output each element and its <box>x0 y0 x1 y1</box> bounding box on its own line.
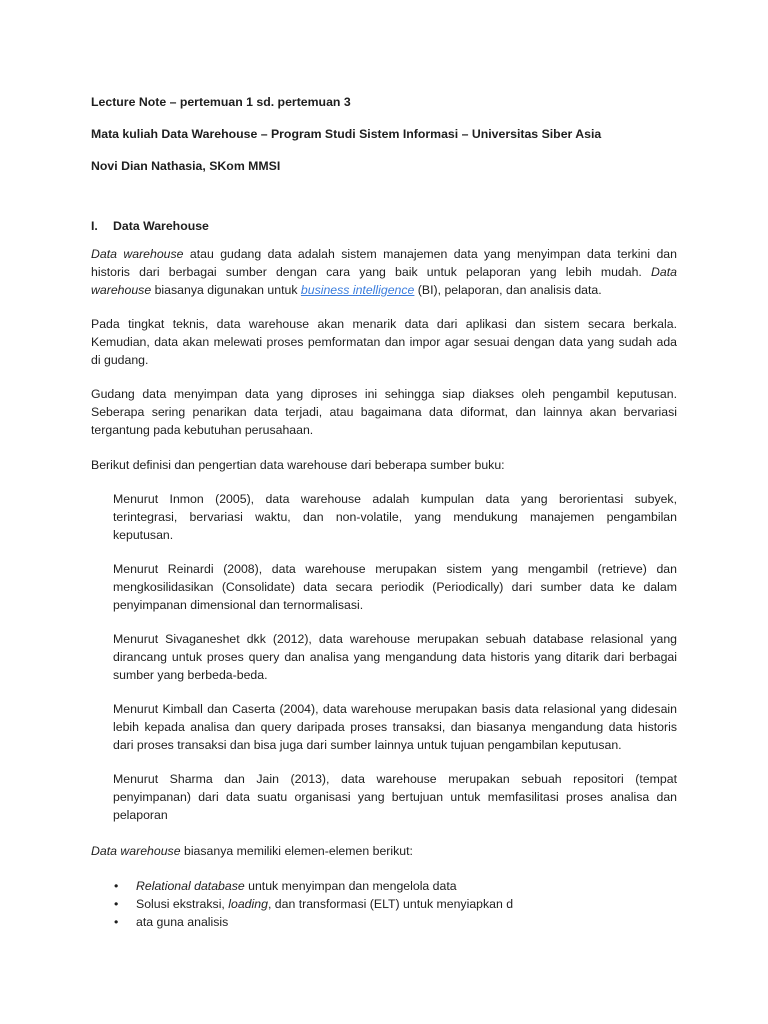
course-info: Mata kuliah Data Warehouse – Program Studi Sistem Informasi – Universitas Siber Asia <box>91 127 602 141</box>
lecture-title: Lecture Note – pertemuan 1 sd. pertemuan 3 <box>91 95 351 109</box>
definition-sivaganeshet <box>113 630 677 684</box>
paragraph-line <box>91 263 677 281</box>
paragraph-line: lebih kepada analisa dan query daripada proses transaksi, dan biasanya mengandung data historis <box>113 720 677 734</box>
text-segment: ata guna analisis <box>136 915 229 929</box>
paragraph-line: sumber yang berbeda-beda. <box>113 668 268 682</box>
emphasis-term: Data warehouse <box>91 844 181 858</box>
bullet-marker: • <box>114 915 119 929</box>
paragraph-line: Menurut Inmon (2005), data warehouse adalah kumpulan data yang berorientasi subyek, <box>113 492 677 506</box>
section-number: I. <box>91 219 98 233</box>
author-name: Novi Dian Nathasia, SKom MMSI <box>91 159 281 173</box>
text-segment: biasanya memiliki elemen-elemen berikut: <box>180 844 413 858</box>
definition-sharma-jain <box>113 770 677 824</box>
definitions-lead <box>91 456 677 474</box>
paragraph-line: tergantung pada kebutuhan perusahaan. <box>91 423 314 437</box>
business-intelligence-link[interactable]: business intelligence <box>300 283 415 297</box>
storage-paragraph <box>91 385 677 439</box>
paragraph-line: keputusan. <box>113 528 174 542</box>
text-segment: historis dari berbagai sumber dengan cara yang baik untuk pelaporan yang lebih mudah. <box>91 265 652 279</box>
list-item <box>91 913 677 931</box>
paragraph-line: terintegrasi, bervariasi waktu, dan non-volatile, yang mendukung manajemen pengambilan <box>113 510 677 524</box>
definition-kimball-caserta <box>113 700 677 754</box>
paragraph-line: Berikut definisi dan pengertian data warehouse dari beberapa sumber buku: <box>91 458 505 472</box>
bullet-marker: • <box>114 897 119 911</box>
paragraph-line: mengkosilidasikan (Consolidate) data secara periodik (Periodically) dari sumber data ke dalam <box>113 580 677 594</box>
elements-list <box>91 877 677 931</box>
paragraph-line: dari proses transaksi dan bisa juga dari sumber lainnya untuk tujuan pengambilan keputusan. <box>113 738 622 752</box>
paragraph-line: Kemudian, data akan melewati proses pemformatan dan impor agar sesuai dengan data yang sudah ada <box>91 335 677 349</box>
intro-paragraph <box>91 245 677 299</box>
paragraph-line: di gudang. <box>91 353 149 367</box>
elements-lead <box>91 842 677 860</box>
paragraph-line: Menurut Sharma dan Jain (2013), data warehouse merupakan sebuah repositori (tempat <box>113 772 677 786</box>
emphasis-term: warehouse <box>91 283 152 297</box>
paragraph-line: dirancang untuk proses query dan analisa yang mengandung data historis yang ditarik dari berbagai <box>113 650 677 664</box>
paragraph-line: Pada tingkat teknis, data warehouse akan menarik data dari aplikasi dan sistem secara berkala. <box>91 317 677 331</box>
section-title: Data Warehouse <box>113 219 209 233</box>
paragraph-line <box>91 281 677 299</box>
emphasis-term: Relational database <box>136 879 245 893</box>
text-segment: biasanya digunakan untuk <box>151 283 301 297</box>
definition-inmon <box>113 490 677 544</box>
text-segment: Solusi ekstraksi, <box>136 897 229 911</box>
bullet-marker: • <box>114 879 119 893</box>
emphasis-term: Data <box>651 265 677 279</box>
paragraph-line: Menurut Sivaganeshet dkk (2012), data warehouse merupakan sebuah database relasional yang <box>113 632 677 646</box>
document-body <box>91 93 677 953</box>
text-segment: , dan transformasi (ELT) untuk menyiapkan d <box>267 897 514 911</box>
emphasis-term: loading <box>228 897 268 911</box>
text-segment: (BI), pelaporan, dan analisis data. <box>414 283 602 297</box>
paragraph-line <box>91 245 677 263</box>
paragraph-line: Gudang data menyimpan data yang diproses ini sehingga siap diakses oleh pengambil keputusan. <box>91 387 677 401</box>
text-segment: untuk menyimpan dan mengelola data <box>244 879 457 893</box>
paragraph-line: penyimpanan dimensional dan ternormalisasi. <box>113 598 364 612</box>
paragraph-line: Menurut Kimball dan Caserta (2004), data warehouse merupakan basis data relasional yang didesain <box>113 702 677 716</box>
paragraph-line: Seberapa sering penarikan data terjadi, atau bagaimana data diformat, dan lainnya akan bervariasi <box>91 405 677 419</box>
paragraph-line <box>91 842 677 860</box>
paragraph-line: Menurut Reinardi (2008), data warehouse merupakan sistem yang mengambil (retrieve) dan <box>113 562 677 576</box>
section-heading <box>91 217 677 235</box>
paragraph-line: pelaporan <box>113 808 168 822</box>
emphasis-term: Data warehouse <box>91 247 184 261</box>
list-item <box>91 877 677 895</box>
definition-reinardi <box>113 560 677 614</box>
technical-paragraph <box>91 315 677 369</box>
list-item <box>91 895 677 913</box>
text-segment: atau gudang data adalah sistem manajemen data yang menyimpan data terkini dan <box>183 247 677 261</box>
paragraph-line: penyimpanan) dari data suatu organisasi yang bertujuan untuk memfasilitasi proses analisa dan <box>113 790 677 804</box>
